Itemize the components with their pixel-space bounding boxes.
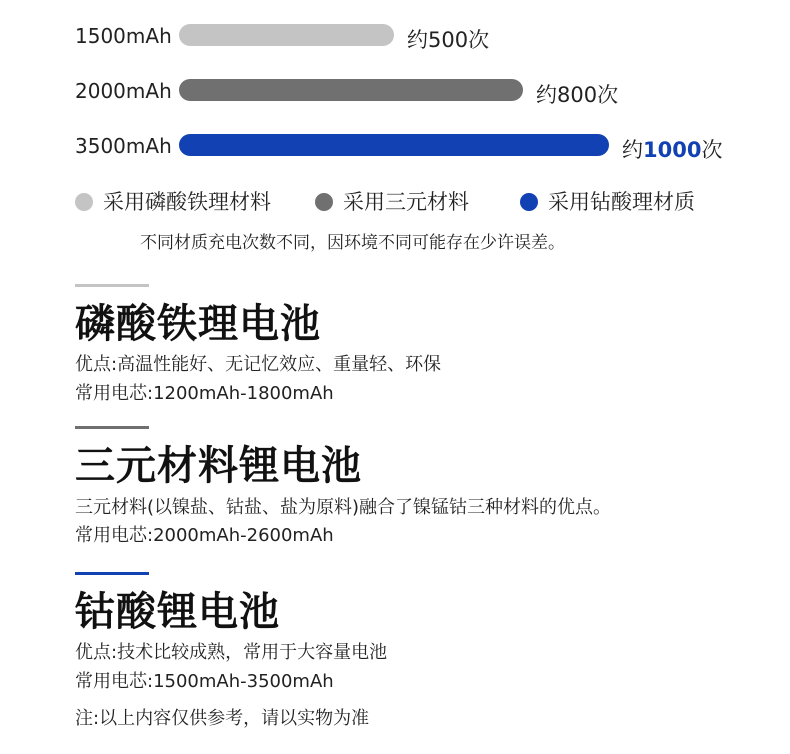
difference-note: 不同材质充电次数不同，因环境不同可能存在少许误差。	[140, 233, 565, 253]
legend-item-ternary: 采用三元材料	[315, 186, 469, 216]
cycle-row-1500	[0, 20, 790, 50]
section-title-cobalt: 钴酸锂电池	[75, 589, 280, 635]
section-divider	[75, 572, 149, 575]
disclaimer-footnote: 注:以上内容仅供参考，请以实物为准	[75, 708, 370, 729]
section-cobalt-cells: 常用电芯:1500mAh-3500mAh	[75, 671, 334, 692]
section-cobalt-advantages: 优点:技术比较成熟，常用于大容量电池	[75, 642, 388, 663]
section-lfp-advantages: 优点:高温性能好、无记忆效应、重量轻、环保	[75, 354, 442, 375]
section-ternary-description: 三元材料(以镍盐、钴盐、盐为原料)融合了镍锰钴三种材料的优点。	[75, 497, 612, 518]
legend-dot-icon	[75, 193, 93, 211]
cycle-count-label: 约1000次	[622, 138, 723, 162]
cycle-count-label: 约800次	[536, 83, 619, 107]
legend-item-cobalt: 采用钻酸理材质	[520, 186, 695, 216]
capacity-label: 1500mAh	[75, 24, 172, 48]
capacity-label: 2000mAh	[75, 79, 172, 103]
section-title-ternary: 三元材料锂电池	[75, 443, 362, 489]
material-legend	[0, 182, 790, 214]
cycle-bar-1500	[179, 24, 394, 46]
cycle-bar-2000	[179, 79, 523, 101]
capacity-label: 3500mAh	[75, 134, 172, 158]
cycle-row-3500	[0, 130, 790, 160]
section-divider	[75, 284, 149, 287]
section-ternary-cells: 常用电芯:2000mAh-2600mAh	[75, 525, 334, 546]
legend-dot-icon	[520, 193, 538, 211]
cycle-count-label: 约500次	[407, 28, 490, 52]
cycle-bar-3500	[179, 134, 609, 156]
section-divider	[75, 426, 149, 429]
cycle-row-2000	[0, 75, 790, 105]
section-title-lfp: 磷酸铁理电池	[75, 301, 321, 347]
legend-item-lfp: 采用磷酸铁理材料	[75, 186, 271, 216]
legend-dot-icon	[315, 193, 333, 211]
section-lfp-cells: 常用电芯:1200mAh-1800mAh	[75, 383, 334, 404]
